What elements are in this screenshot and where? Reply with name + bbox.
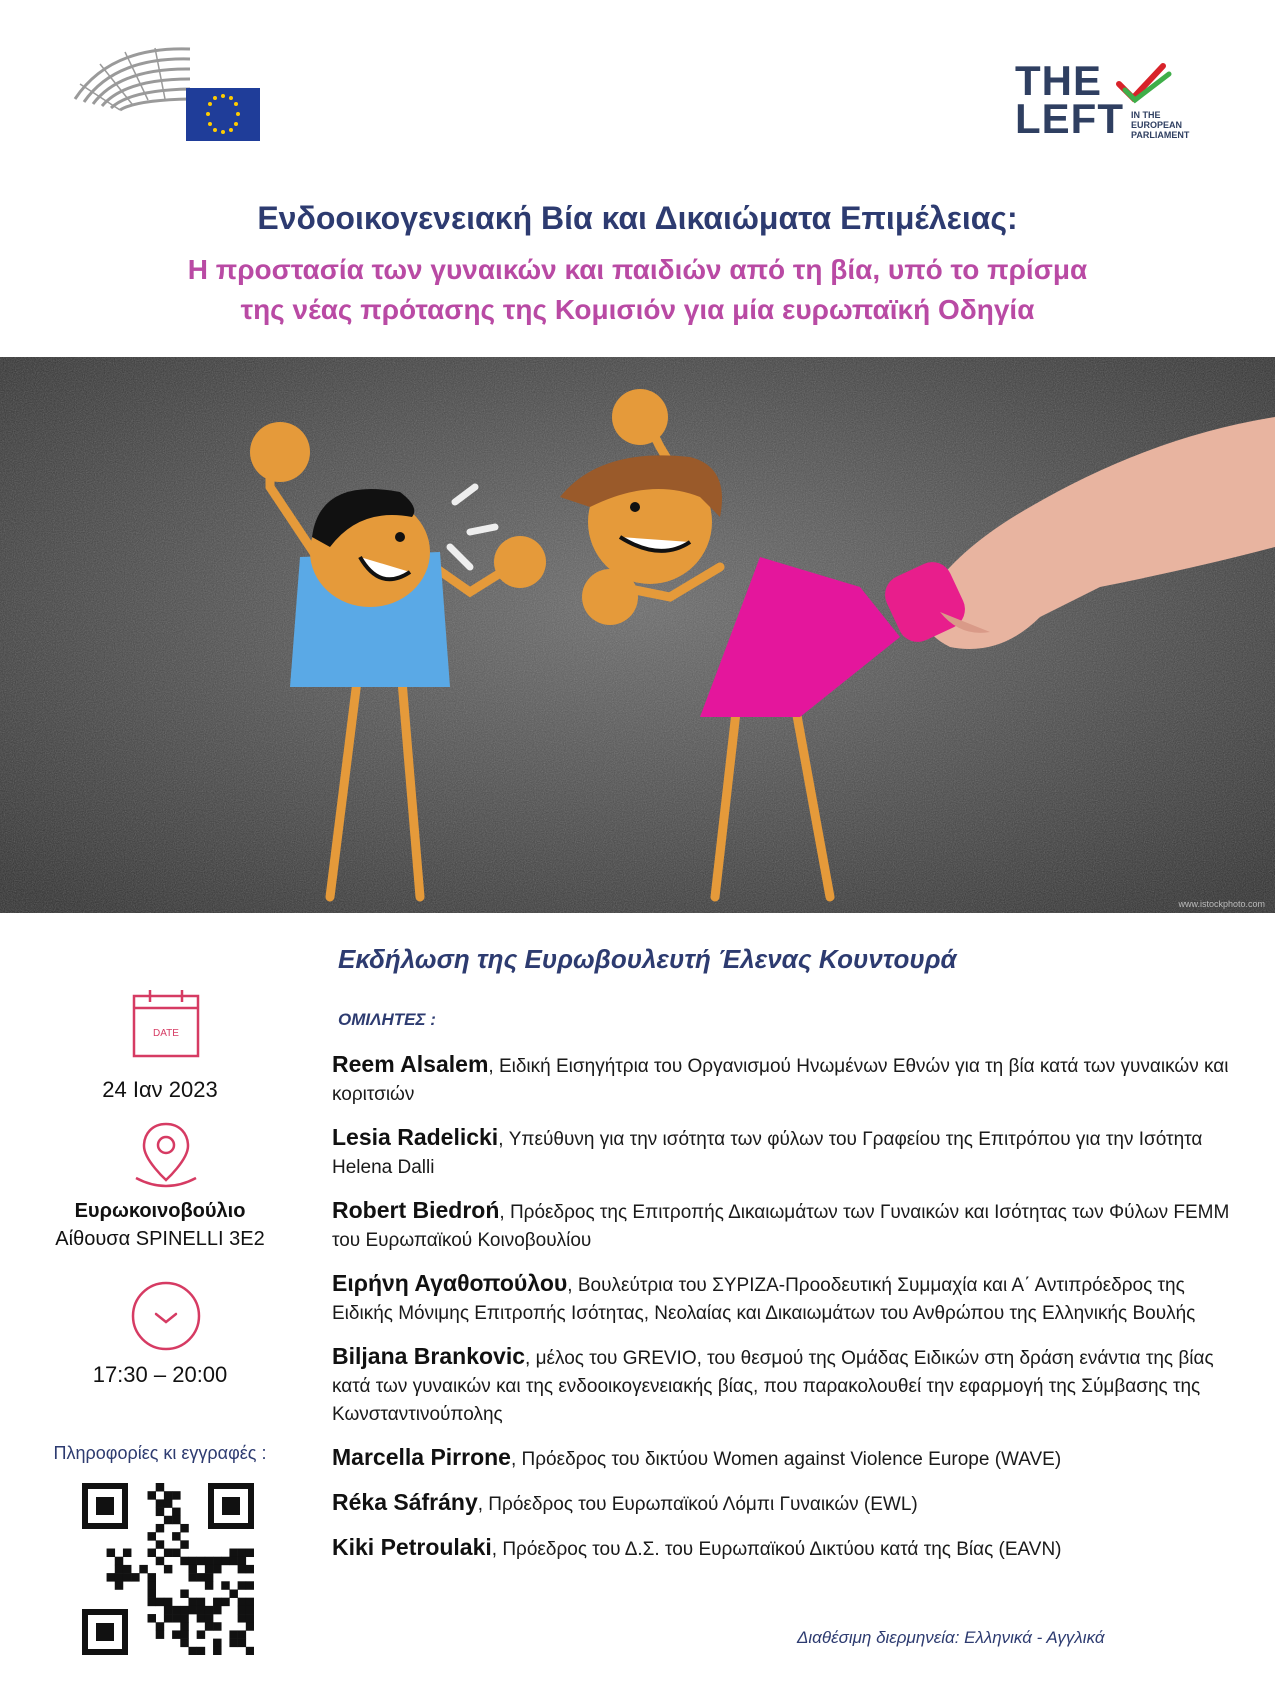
qr-code[interactable]	[82, 1483, 254, 1655]
location-pin-icon	[130, 1118, 202, 1190]
speaker-name: Ειρήνη Αγαθοπούλου	[332, 1270, 568, 1296]
speaker-description: , Πρόεδρος του δικτύου Women against Violence Europe (WAVE)	[510, 1449, 1062, 1470]
speaker-name: Reem Alsalem	[332, 1051, 489, 1077]
image-credit: www.istockphoto.com	[1178, 899, 1265, 909]
speaker-description: , Ειδική Εισηγήτρια του Οργανισμού Ηνωμένων Εθνών για τη βία κατά των γυναικών και κοριτσιών	[332, 1056, 1229, 1105]
speaker-name: Réka Sáfrány	[332, 1489, 478, 1515]
hero-image	[0, 357, 1275, 913]
speaker-name: Robert Biedroń	[332, 1197, 500, 1223]
page-subtitle	[0, 250, 1275, 330]
date-icon-label: DATE	[153, 1028, 179, 1039]
speaker-description: , Υπεύθυνη για την ισότητα των φύλων του Γραφείου της Επιτρόπου για την Ισότητα Helena Dalli	[332, 1129, 1203, 1178]
speakers-list	[332, 1050, 1237, 1578]
speaker-item	[332, 1123, 1237, 1182]
info-label: Πληροφορίες κι εγγραφές :	[53, 1443, 267, 1463]
speaker-name: Kiki Petroulaki	[332, 1534, 492, 1560]
european-parliament-logo	[70, 44, 260, 144]
page-title: Ενδοοικογενειακή Βία και Δικαιώματα Επιμέλειας:	[257, 200, 1018, 236]
speaker-description: , μέλος του GREVIO, του θεσμού της Ομάδας Ειδικών στη δράση ενάντια της βίας κατά των γυναικών και της ενδοοικογενειακής βίας, που παρακολουθεί την εφαρμογή της Σύμβασης της Κωνσταντινούπολης	[332, 1348, 1214, 1425]
clock-icon	[128, 1278, 204, 1354]
speaker-name: Marcella Pirrone	[332, 1444, 511, 1470]
event-time: 17:30 – 20:00	[92, 1362, 228, 1387]
speaker-item	[332, 1443, 1237, 1474]
speaker-item	[332, 1196, 1237, 1255]
calendar-icon	[130, 988, 202, 1060]
speakers-heading: ΟΜΙΛΗΤΕΣ :	[338, 1010, 436, 1029]
event-date: 24 Ιαν 2023	[102, 1077, 218, 1102]
event-organizer: Εκδήλωση της Ευρωβουλευτή Έλενας Κουντουρά	[338, 944, 957, 974]
speaker-description: , Πρόεδρος του Δ.Σ. του Ευρωπαϊκού Δικτύου κατά της Βίας (EAVN)	[491, 1539, 1062, 1560]
logo-the-text: THE	[1015, 57, 1102, 104]
subtitle-line: Η προστασία των γυναικών και παιδιών από τη βία, υπό το πρίσμα	[187, 254, 1088, 285]
speaker-item	[332, 1269, 1237, 1328]
the-left-logo	[1015, 57, 1215, 150]
speaker-description: , Πρόεδρος του Ευρωπαϊκού Λόμπι Γυναικών (EWL)	[477, 1494, 918, 1515]
venue-room: Αίθουσα SPINELLI 3E2	[55, 1228, 265, 1250]
speaker-description: , Βουλεύτρια του ΣΥΡΙΖΑ-Προοδευτική Συμμαχία και Α΄ Αντιπρόεδρος της Ειδικής Μόνιμης Επιτροπής Ισότητας, Νεολαίας και Δικαιωμάτων του Ανθρώπου της Ελληνικής Βουλής	[332, 1275, 1196, 1324]
speaker-name: Lesia Radelicki	[332, 1124, 499, 1150]
speaker-name: Biljana Brankovic	[332, 1343, 526, 1369]
speaker-item	[332, 1342, 1237, 1429]
interpretation-note: Διαθέσιμη διερμηνεία: Ελληνικά - Αγγλικά	[797, 1628, 1105, 1647]
speaker-description: , Πρόεδρος της Επιτροπής Δικαιωμάτων των Γυναικών και Ισότητας των Φύλων FEMM του Ευρωπαϊκού Κοινοβουλίου	[332, 1202, 1230, 1251]
logo-left-text: LEFT	[1015, 95, 1124, 142]
venue-name: Ευρωκοινοβούλιο	[74, 1200, 246, 1222]
speaker-item	[332, 1488, 1237, 1519]
speaker-item	[332, 1533, 1237, 1564]
logo-subtitle: IN THE EUROPEAN PARLIAMENT	[1131, 110, 1190, 140]
speaker-item	[332, 1050, 1237, 1109]
checkmark-icon	[1115, 60, 1175, 108]
subtitle-line: της νέας πρότασης της Κομισιόν για μία ευρωπαϊκή Οδηγία	[240, 294, 1035, 325]
